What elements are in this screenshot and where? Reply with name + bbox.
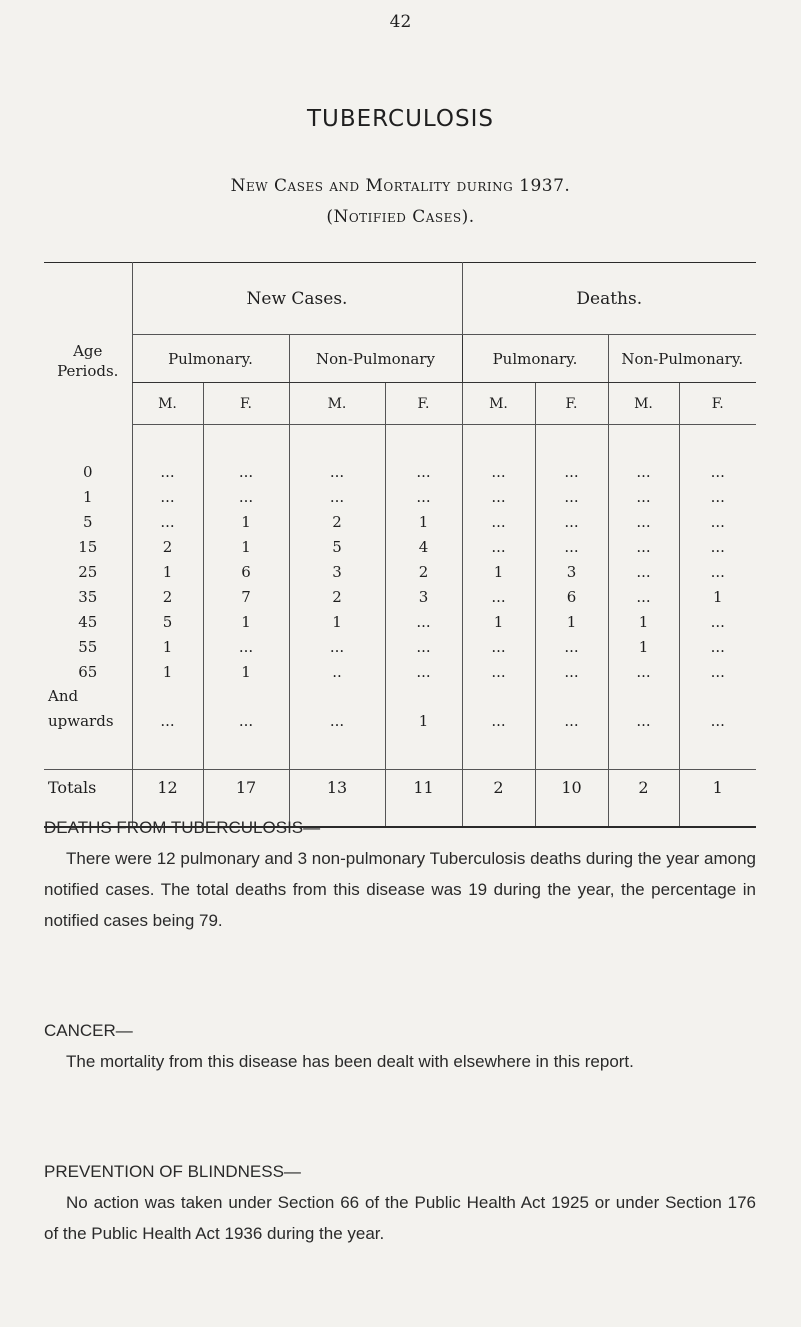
table-cell: ... <box>608 459 679 484</box>
table-cell: ... <box>608 684 679 734</box>
table-cell: ... <box>203 634 289 659</box>
table-cell: 1 <box>289 609 385 634</box>
table-cell: 5 <box>289 534 385 559</box>
table-row <box>44 659 756 684</box>
age-period-cell: 35 <box>78 587 98 606</box>
deaths-pulmonary-header: Pulmonary. <box>462 335 608 383</box>
total-cell: 17 <box>203 770 289 828</box>
death-pulm-f-header: F. <box>535 383 608 425</box>
table-cell: .. <box>289 659 385 684</box>
table-cell: ... <box>289 634 385 659</box>
death-nonpulm-m-header: M. <box>608 383 679 425</box>
table-cell: ... <box>679 534 756 559</box>
table-row <box>44 534 756 559</box>
age-period-cell: 15 <box>78 537 98 556</box>
table-cell: 2 <box>289 584 385 609</box>
age-period-cell: 0 <box>82 462 93 481</box>
table-cell: ... <box>132 509 203 534</box>
upwards-label: upwards <box>48 712 114 730</box>
table-cell: ... <box>535 534 608 559</box>
section-deaths-tuberculosis <box>44 812 756 936</box>
table-cell: ... <box>462 659 535 684</box>
table-cell: 1 <box>608 609 679 634</box>
table-cell: 1 <box>385 509 462 534</box>
table-cell: ... <box>289 459 385 484</box>
table-cell: ... <box>462 509 535 534</box>
table-cell: 4 <box>385 534 462 559</box>
death-pulm-m-header: M. <box>462 383 535 425</box>
table-cell: ... <box>679 559 756 584</box>
table-cell: ... <box>608 659 679 684</box>
table-cell: ... <box>462 484 535 509</box>
section-body: No action was taken under Section 66 of the Public Health Act 1925 or under Section 176 of the Public Health Act 1936 during the year. <box>44 1193 756 1243</box>
table-row <box>44 584 756 609</box>
table-cell: ... <box>535 634 608 659</box>
totals-label: Totals <box>48 778 97 797</box>
table-cell: 3 <box>385 584 462 609</box>
table-row <box>44 559 756 584</box>
table-cell: 2 <box>132 584 203 609</box>
table-cell: ... <box>203 684 289 734</box>
section-body: The mortality from this disease has been dealt with elsewhere in this report. <box>66 1052 634 1071</box>
table-cell: ... <box>608 484 679 509</box>
tuberculosis-table <box>44 262 756 828</box>
table-cell: 1 <box>608 634 679 659</box>
table-cell: ... <box>385 459 462 484</box>
table-cell: ... <box>385 659 462 684</box>
section-heading: PREVENTION OF BLINDNESS— <box>44 1162 301 1181</box>
table-cell: 1 <box>203 509 289 534</box>
table-cell: 3 <box>289 559 385 584</box>
age-header-line1: Age <box>73 341 103 360</box>
total-cell: 10 <box>535 770 608 828</box>
new-nonpulm-m-header: M. <box>289 383 385 425</box>
table-cell: ... <box>132 684 203 734</box>
table-cell: ... <box>679 659 756 684</box>
table-cell: 1 <box>462 559 535 584</box>
table-cell: 2 <box>385 559 462 584</box>
total-cell: 12 <box>132 770 203 828</box>
table-cell: ... <box>608 584 679 609</box>
table-cell: ... <box>535 484 608 509</box>
table-cell: 1 <box>679 584 756 609</box>
total-cell: 2 <box>608 770 679 828</box>
new-pulm-f-header: F. <box>203 383 289 425</box>
death-nonpulm-f-header: F. <box>679 383 756 425</box>
table-row-and-upwards <box>44 684 756 734</box>
table-cell: ... <box>132 484 203 509</box>
age-period-cell: 1 <box>82 487 93 506</box>
age-and-upwards <box>44 684 132 734</box>
table-cell: ... <box>535 684 608 734</box>
table-cell: 1 <box>132 559 203 584</box>
section-heading: DEATHS FROM TUBERCULOSIS— <box>44 818 321 837</box>
table-cell: ... <box>289 484 385 509</box>
table-cell: ... <box>462 584 535 609</box>
new-pulm-m-header: M. <box>132 383 203 425</box>
total-cell: 11 <box>385 770 462 828</box>
page-number: 42 <box>389 12 412 32</box>
table-cell: 1 <box>535 609 608 634</box>
age-periods-header <box>44 263 132 425</box>
section-body: There were 12 pulmonary and 3 non-pulmonary Tuberculosis deaths during the year among notified cases. The total deaths from this disease was 19 during the year, the percentage in notified cases being 79. <box>44 849 756 930</box>
age-period-cell: 65 <box>78 662 98 681</box>
table-cell: ... <box>385 609 462 634</box>
total-cell: 13 <box>289 770 385 828</box>
table-cell: 7 <box>203 584 289 609</box>
table-cell: ... <box>462 634 535 659</box>
subtitle: New Cases and Mortality during 1937. <box>230 176 571 196</box>
table-cell: 6 <box>535 584 608 609</box>
table-cell: ... <box>679 684 756 734</box>
table-cell: 1 <box>385 684 462 734</box>
table-cell: 1 <box>203 609 289 634</box>
table-row <box>44 484 756 509</box>
table-cell: ... <box>535 509 608 534</box>
table-cell: ... <box>385 484 462 509</box>
table-cell: 1 <box>203 534 289 559</box>
age-period-cell: 5 <box>82 512 93 531</box>
table-cell: ... <box>535 659 608 684</box>
table-cell: ... <box>679 634 756 659</box>
table-cell: 1 <box>132 659 203 684</box>
age-header-line2: Periods. <box>57 361 119 380</box>
table-cell: 5 <box>132 609 203 634</box>
table-cell: 1 <box>132 634 203 659</box>
table-cell: 6 <box>203 559 289 584</box>
table-cell: ... <box>608 509 679 534</box>
table-row <box>44 634 756 659</box>
table-row <box>44 459 756 484</box>
table-cell: 1 <box>203 659 289 684</box>
section-prevention-blindness <box>44 1156 756 1249</box>
age-period-cell: 55 <box>78 637 98 656</box>
table-cell: ... <box>203 484 289 509</box>
page-title: TUBERCULOSIS <box>306 106 494 132</box>
table-cell: ... <box>608 559 679 584</box>
table-cell: ... <box>462 684 535 734</box>
deaths-header: Deaths. <box>462 263 756 335</box>
new-non-pulmonary-header: Non-Pulmonary <box>289 335 462 383</box>
table-cell: ... <box>679 484 756 509</box>
table-cell: 3 <box>535 559 608 584</box>
section-heading: CANCER— <box>44 1021 133 1040</box>
new-cases-header: New Cases. <box>132 263 462 335</box>
table-cell: ... <box>203 459 289 484</box>
table-cell: 1 <box>462 609 535 634</box>
table-cell: ... <box>608 534 679 559</box>
table-cell: 2 <box>132 534 203 559</box>
table-cell: ... <box>679 609 756 634</box>
age-period-cell: 25 <box>78 562 98 581</box>
table-cell: ... <box>679 459 756 484</box>
table-cell: ... <box>535 459 608 484</box>
section-cancer <box>44 1015 756 1077</box>
and-label: And <box>48 687 79 705</box>
table-cell: ... <box>679 509 756 534</box>
total-cell: 2 <box>462 770 535 828</box>
table-cell: ... <box>289 684 385 734</box>
new-nonpulm-f-header: F. <box>385 383 462 425</box>
age-period-cell: 45 <box>78 612 98 631</box>
subtitle-notified: (Notified Cases). <box>326 207 475 227</box>
table-cell: 2 <box>289 509 385 534</box>
table-cell: ... <box>132 459 203 484</box>
table-cell: ... <box>462 459 535 484</box>
table-row <box>44 609 756 634</box>
total-cell: 1 <box>679 770 756 828</box>
new-pulmonary-header: Pulmonary. <box>132 335 289 383</box>
table-cell: ... <box>385 634 462 659</box>
deaths-non-pulmonary-header: Non-Pulmonary. <box>608 335 756 383</box>
table-row <box>44 509 756 534</box>
table-cell: ... <box>462 534 535 559</box>
